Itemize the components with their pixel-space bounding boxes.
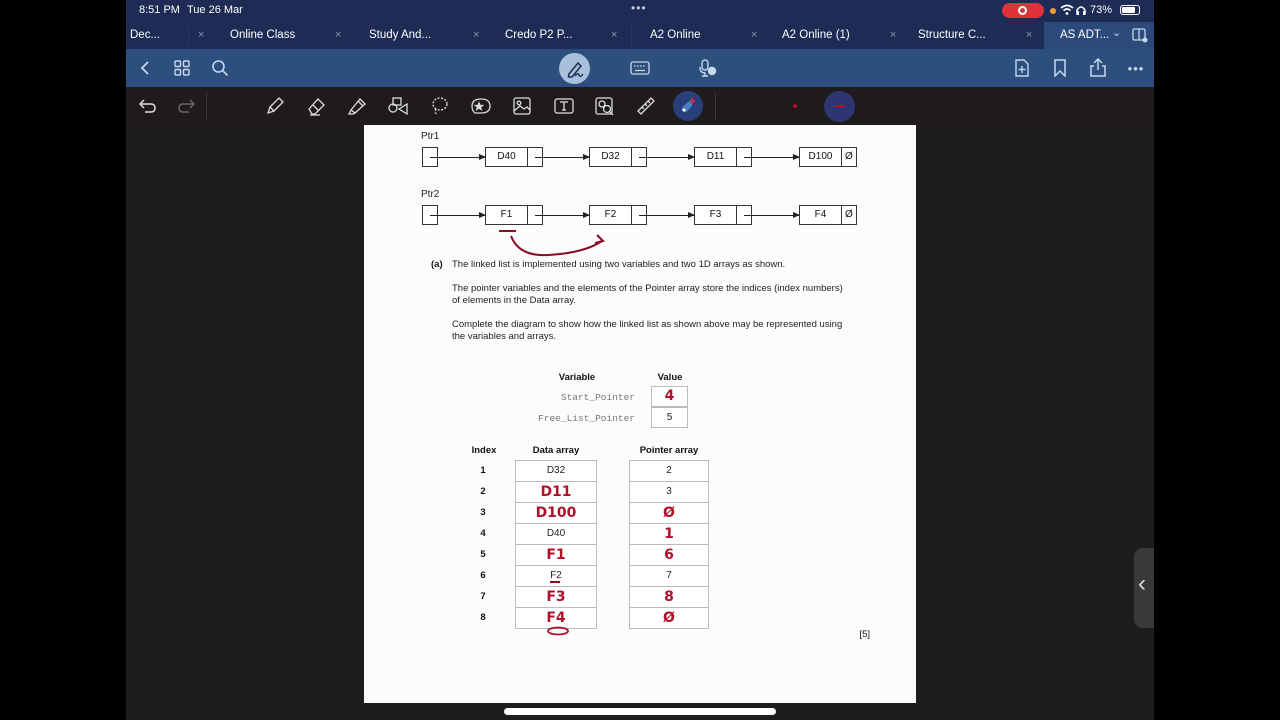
ptr1-label: Ptr1: [421, 131, 440, 142]
handwritten-circle-annotation: [545, 625, 571, 637]
list1-node-1: D40: [485, 147, 543, 167]
tab-a2-online[interactable]: [650, 22, 780, 49]
question-paragraph-2a: The pointer variables and the elements of the Pointer array store the indices (index numbers): [452, 283, 843, 294]
search-icon[interactable]: [208, 49, 232, 87]
image-tool-icon[interactable]: [508, 87, 536, 125]
add-page-icon[interactable]: [1010, 49, 1034, 87]
list1-node-4: D100 Ø: [799, 147, 857, 167]
arrow-icon: [430, 157, 485, 158]
chevron-left-icon: ‹: [1138, 570, 1146, 597]
data-cell[interactable]: D32: [515, 460, 597, 482]
data-array-header: Data array: [532, 445, 580, 456]
list2-node-3: F3: [694, 205, 752, 225]
laser-pointer-icon: [678, 96, 698, 116]
tab-label: Dec...: [130, 29, 161, 41]
arrow-icon: [535, 157, 589, 158]
back-icon[interactable]: [134, 49, 156, 87]
pen-size-dot-icon[interactable]: [793, 104, 797, 108]
mic-indicator-icon: [1050, 8, 1056, 14]
tab-divider: [631, 25, 632, 46]
data-cell[interactable]: F4: [515, 607, 597, 629]
pointer-cell[interactable]: 3: [629, 481, 709, 503]
arrow-icon: [744, 215, 799, 216]
question-part-label: (a): [431, 259, 443, 270]
handwritten-underline: [550, 581, 560, 583]
pointer-array-header: Pointer array: [639, 445, 699, 456]
close-icon[interactable]: ×: [751, 29, 758, 41]
list2-node-2: F2: [589, 205, 647, 225]
tab-label: A2 Online: [650, 29, 701, 41]
null-pointer-icon: Ø: [845, 151, 853, 162]
close-icon[interactable]: ×: [611, 29, 618, 41]
tab-study-and[interactable]: [369, 22, 499, 49]
document-tab-bar: [126, 22, 1154, 49]
question-paragraph-2b: of elements in the Data array.: [452, 295, 576, 306]
marks-label: [5]: [859, 629, 870, 640]
status-date: Tue 26 Mar: [187, 4, 243, 16]
tab-as-adt[interactable]: [1044, 22, 1154, 49]
start-pointer-label: Start_Pointer: [560, 392, 635, 403]
arrow-icon: [744, 157, 799, 158]
status-bar: [126, 0, 1154, 22]
lasso-tool-icon[interactable]: [426, 87, 454, 125]
toolbar-divider: [715, 92, 716, 120]
side-panel-handle[interactable]: [1134, 548, 1154, 628]
pen-tool-icon[interactable]: [261, 87, 289, 125]
sticker-tool-icon[interactable]: [467, 87, 495, 125]
color-swatch-button[interactable]: [824, 91, 855, 122]
pointer-cell[interactable]: 1: [629, 523, 709, 545]
tab-label: AS ADT...: [1060, 29, 1110, 41]
variable-header: Variable: [558, 372, 596, 383]
highlighter-tool-icon[interactable]: [343, 87, 371, 125]
pointer-cell[interactable]: 7: [629, 565, 709, 587]
left-letterbox: [0, 0, 126, 720]
list2-node-4: F4 Ø: [799, 205, 857, 225]
more-icon[interactable]: •••: [1127, 60, 1145, 76]
tab-a2-online-1[interactable]: [782, 22, 912, 49]
tab-label: Structure C...: [918, 29, 986, 41]
toolbar-divider: [206, 92, 207, 120]
battery-percent: 73%: [1090, 4, 1113, 16]
tab-divider: [188, 25, 189, 46]
chevron-down-icon[interactable]: ⌄: [1112, 27, 1122, 39]
pointer-cell[interactable]: 2: [629, 460, 709, 482]
data-cell[interactable]: D11: [515, 481, 597, 503]
right-letterbox: [1154, 0, 1280, 720]
shapes-tool-icon[interactable]: [384, 87, 412, 125]
zoom-window-tool-icon[interactable]: [591, 87, 619, 125]
arrow-icon: [430, 215, 485, 216]
arrow-icon: [639, 215, 694, 216]
data-cell[interactable]: F3: [515, 586, 597, 608]
tab-credo-p2[interactable]: [505, 22, 635, 49]
data-cell[interactable]: F2: [515, 565, 597, 587]
tab-label: Online Class: [230, 29, 296, 41]
tab-label: Study And...: [369, 29, 432, 41]
arrow-icon: [535, 215, 589, 216]
undo-icon[interactable]: [134, 87, 162, 125]
eraser-tool-icon[interactable]: [302, 87, 330, 125]
bookmark-icon[interactable]: [1048, 49, 1072, 87]
data-cell[interactable]: D40: [515, 523, 597, 545]
close-icon[interactable]: ×: [198, 29, 205, 41]
question-paragraph-3b: the variables and arrays.: [452, 331, 557, 342]
battery-icon: [1120, 5, 1140, 15]
data-cell[interactable]: F1: [515, 544, 597, 566]
screen-record-icon[interactable]: [1002, 3, 1044, 18]
redo-icon[interactable]: [172, 87, 200, 125]
handwriting-icon: [565, 59, 585, 79]
free-list-pointer-label: Free_List_Pointer: [538, 413, 635, 424]
laser-pointer-button[interactable]: [673, 91, 703, 121]
keyboard-icon[interactable]: [628, 49, 652, 87]
value-header: Value: [657, 372, 683, 383]
list1-node-2: D32: [589, 147, 647, 167]
text-tool-icon[interactable]: [550, 87, 578, 125]
tab-structure-c[interactable]: [918, 22, 1040, 49]
index-header: Index: [471, 445, 497, 456]
close-icon[interactable]: ×: [1026, 29, 1033, 41]
pointer-cell[interactable]: 6: [629, 544, 709, 566]
question-paragraph-3a: Complete the diagram to show how the linked list as shown above may be represented using: [452, 319, 843, 330]
handwriting-mode-button[interactable]: [559, 53, 590, 84]
tab-label: Credo P2 P...: [505, 29, 573, 41]
home-indicator[interactable]: [504, 708, 776, 715]
pointer-cell[interactable]: 8: [629, 586, 709, 608]
status-time: 8:51 PM: [139, 4, 180, 16]
multitask-dots[interactable]: •••: [631, 1, 647, 15]
free-list-pointer-value[interactable]: 5: [651, 407, 688, 428]
split-view-icon[interactable]: [1132, 28, 1148, 43]
tab-label: A2 Online (1): [782, 29, 850, 41]
color-stroke-icon: [834, 105, 845, 107]
close-icon[interactable]: ×: [473, 29, 480, 41]
share-icon[interactable]: [1086, 49, 1110, 87]
null-pointer-icon: Ø: [845, 209, 853, 220]
close-icon[interactable]: ×: [890, 29, 897, 41]
ipad-screen: [126, 0, 1154, 720]
list1-node-3: D11: [694, 147, 752, 167]
grid-icon[interactable]: [170, 49, 194, 87]
data-cell[interactable]: D100: [515, 502, 597, 524]
list2-node-1: F1: [485, 205, 543, 225]
ptr2-label: Ptr2: [421, 189, 440, 200]
document-page[interactable]: Ptr1 D40 D32 D11 D100 Ø Ptr2 F1 F2 F3 F4 Ø (a) The linked list is implemented using two variables and two 1D arrays as shown. The pointer variables and the elements of the Pointer array store the indices (index numbers) of elements in the Data array. Complete the diagram to show how the linked list as shown above may be represented using the variables and arrays. Variable Value Start_Pointer 4 Free_List_Pointer 5 Index Data array Pointer array 1 D32 2 2 D11 3 3 D100 Ø 4 D40 1 5 F1 6 6 F2 7 7 F3 8 8 F4 Ø [5]: [364, 125, 916, 703]
arrow-icon: [639, 157, 694, 158]
pointer-cell[interactable]: Ø: [629, 502, 709, 524]
tab-online-class[interactable]: [230, 22, 360, 49]
start-pointer-value[interactable]: 4: [651, 386, 688, 407]
handwritten-arrow-annotation: [494, 227, 609, 261]
ruler-tool-icon[interactable]: [632, 87, 660, 125]
close-icon[interactable]: ×: [335, 29, 342, 41]
pointer-cell[interactable]: Ø: [629, 607, 709, 629]
mic-off-icon[interactable]: [695, 49, 719, 87]
question-paragraph-1: The linked list is implemented using two variables and two 1D arrays as shown.: [452, 259, 786, 270]
annotation-toolbar: [126, 87, 1154, 125]
tab-dec[interactable]: [130, 22, 205, 49]
navigation-bar: [126, 49, 1154, 87]
